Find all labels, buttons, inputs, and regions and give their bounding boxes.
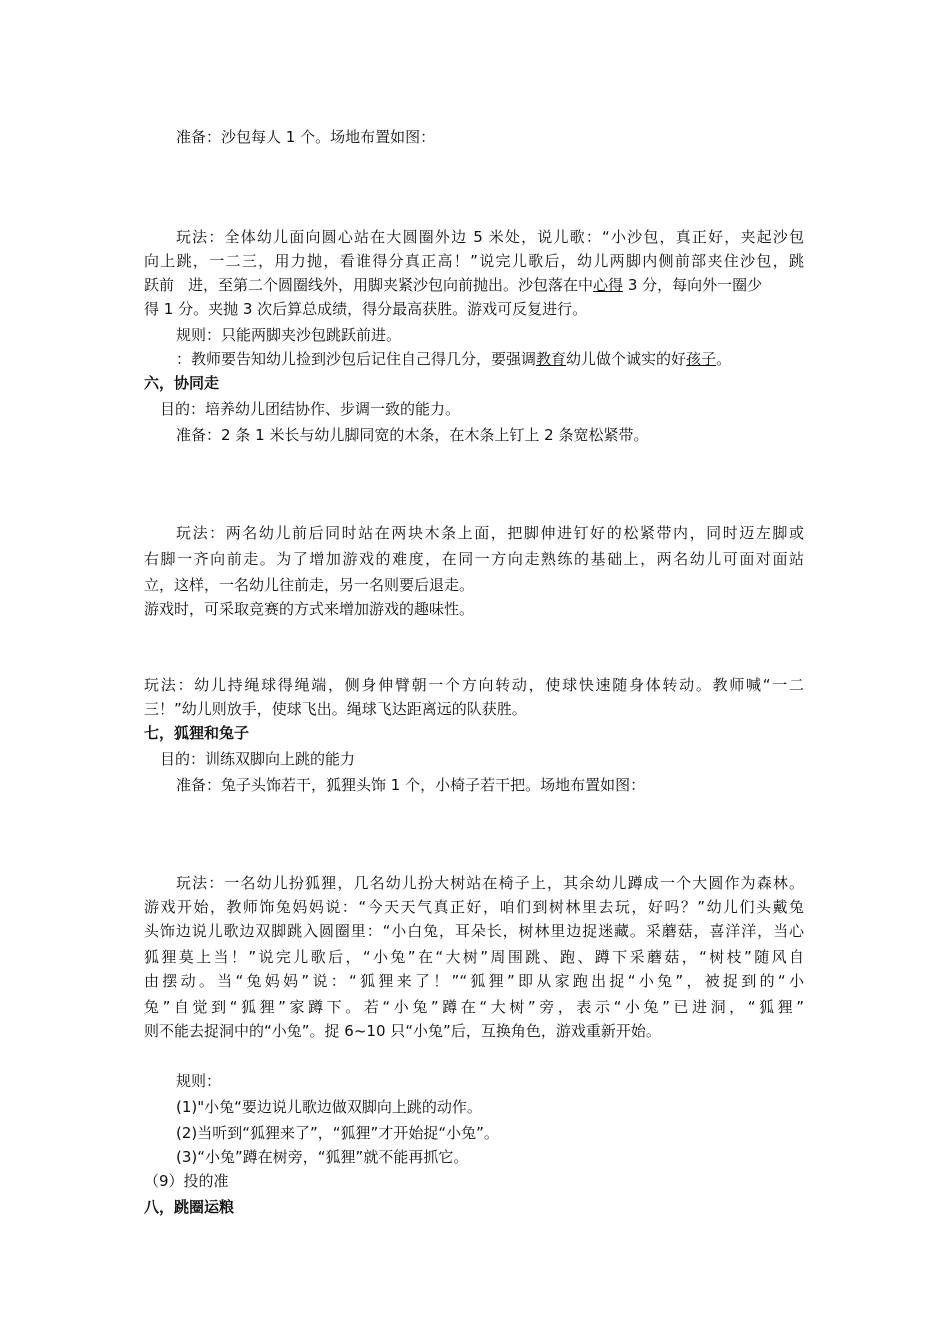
play-fox-line1: 玩法：一名幼儿扮狐狸，几名幼儿扮大树站在椅子上，其余幼儿蹲成一个大圆作为森林。: [176, 874, 804, 892]
play-rope-line2: 三！”幼儿则放手，使球飞出。绳球飞达距离远的队获胜。: [144, 700, 527, 718]
goal-section-7: 目的：训练双脚向上跳的能力: [160, 750, 356, 768]
play-fox-line4: 狐狸莫上当！”说完儿歌后，“小兔”在“大树”周围跳、跑、蹲下采蘑菇，“树枝”随风自: [144, 948, 804, 966]
note-teacher: [176, 348, 731, 370]
play-sandbag-line3: [144, 274, 762, 296]
play-sandbag-line2: 向上跳，一二三，用力抛，看谁得分真正高！”说完儿歌后，幼儿两脚内侧前部夹住沙包，跳: [144, 252, 804, 270]
link-xinde[interactable]: 心得: [593, 276, 624, 294]
play-walk-line4: 游戏时，可采取竞赛的方式来增加游戏的趣味性。: [144, 600, 475, 618]
play-sandbag-line3-c: 3 分，每向外一圈少: [623, 276, 763, 294]
play-fox-line2: 游戏开始，教师饰兔妈妈说：“今天天气真正好，咱们到树林里去玩，好吗？”幼儿们头戴兔: [144, 898, 804, 916]
play-sandbag-line3-b: 进，至第二个圆圈线外，用脚夹紧沙包向前抛出。沙包落在中: [188, 276, 594, 294]
prep-section-6: 准备：2 条 1 米长与幼儿脚同宽的木条，在木条上钉上 2 条宽松紧带。: [176, 426, 649, 444]
play-walk-line2: 右脚一齐向前走。为了增加游戏的难度，在同一方向走熟练的基础上，两名幼儿可面对面站: [144, 550, 804, 568]
play-sandbag-line4: 得 1 分。夹抛 3 次后算总成绩，得分最高获胜。游戏可反复进行。: [144, 300, 588, 318]
rule-item-1: (1)"小兔“要边说儿歌边做双脚向上跳的动作。: [176, 1098, 482, 1116]
rule-item-2: (2)当听到“狐狸来了”，“狐狸”才开始捉“小兔”。: [176, 1124, 499, 1142]
play-walk-line3: 立，这样，一名幼儿往前走，另一名则要后退走。: [144, 576, 475, 594]
prep-section-7: 准备：兔子头饰若干，狐狸头饰 1 个，小椅子若干把。场地布置如图：: [176, 776, 646, 794]
link-jiaoyu[interactable]: 教育: [536, 350, 567, 368]
item-9: （9）投的准: [144, 1172, 229, 1190]
heading-section-7: 七，狐狸和兔子: [144, 724, 250, 742]
prep-sandbag: 准备：沙包每人 1 个。场地布置如图：: [176, 128, 436, 146]
play-fox-line5: 由摆动。当“兔妈妈”说：“狐狸来了！”“狐狸”即从家跑出捉“小兔”，被捉到的“小: [144, 972, 804, 990]
note-teacher-c: 。: [716, 350, 732, 368]
play-fox-line6: 兔”自觉到“狐狸”家蹲下。若“小兔”蹲在“大树”旁，表示“小兔”已进洞，“狐狸”: [144, 998, 804, 1016]
play-walk-line1: 玩法：两名幼儿前后同时站在两块木条上面，把脚伸进钉好的松紧带内，同时迈左脚或: [176, 524, 804, 542]
play-sandbag-line3-a: 跃前: [144, 276, 175, 294]
play-rope-line1: 玩法：幼儿持绳球得绳端，侧身伸臂朝一个方向转动，使球快速随身体转动。教师喊“一二: [144, 676, 804, 694]
rule-sandbag: 规则：只能两脚夹沙包跳跃前进。: [176, 326, 402, 344]
heading-section-8: 八，跳圈运粮: [144, 1198, 235, 1216]
heading-section-6: 六，协同走: [144, 374, 220, 392]
rule-item-3: (3)“小兔”蹲在树旁，“狐狸”就不能再抓它。: [176, 1148, 469, 1166]
goal-section-6: 目的：培养幼儿团结协作、步调一致的能力。: [160, 400, 461, 418]
note-teacher-b: 幼儿做个诚实的好: [566, 350, 687, 368]
rules-title: 规则：: [176, 1072, 222, 1090]
play-fox-line3: 头饰边说儿歌边双脚跳入圆圈里：“小白兔，耳朵长，树林里边捉迷藏。采蘑菇，喜洋洋，当心: [144, 922, 804, 940]
play-sandbag-line1: 玩法：全体幼儿面向圆心站在大圆圈外边 5 米处，说儿歌：“小沙包，真正好，夹起沙包: [176, 228, 804, 246]
note-teacher-a: ：教师要告知幼儿捡到沙包后记住自己得几分，要强调: [176, 350, 537, 368]
play-fox-line7: 则不能去捉洞中的“小兔”。捉 6~10 只“小兔”后，互换角色，游戏重新开始。: [144, 1022, 661, 1040]
link-haizi[interactable]: 孩子: [686, 350, 717, 368]
